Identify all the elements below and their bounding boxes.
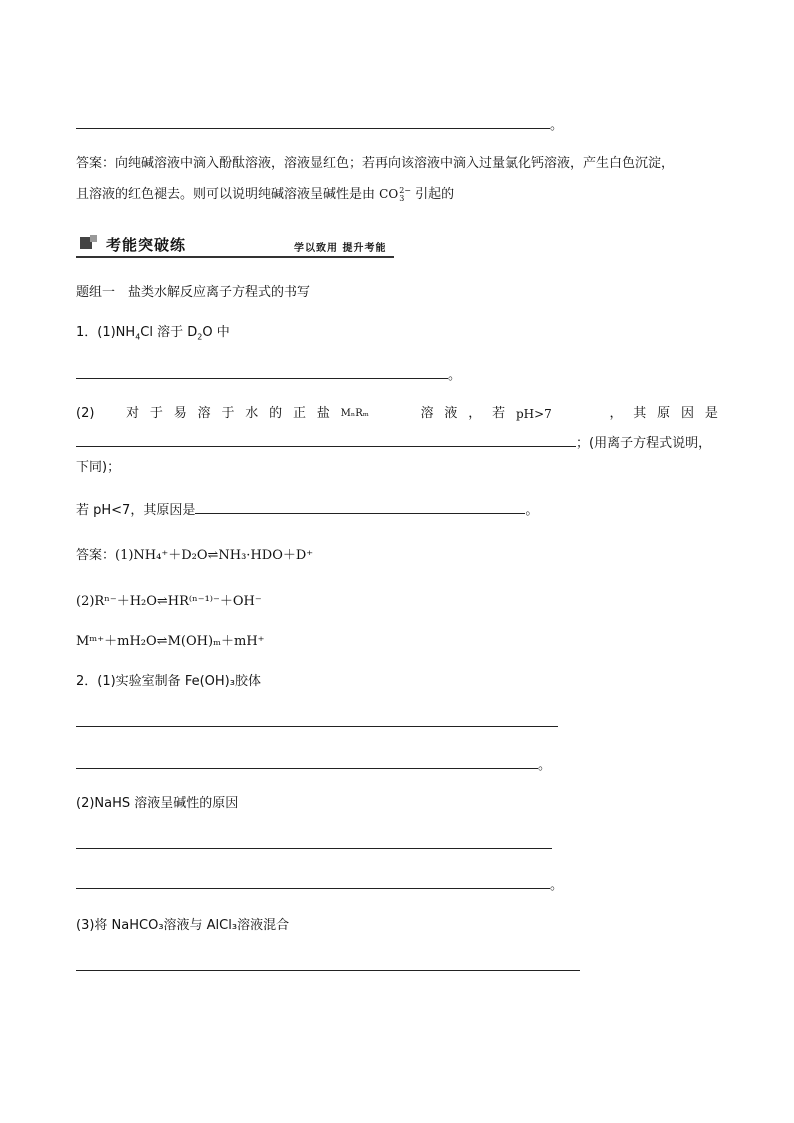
q1-part3-line[interactable]: [76, 499, 538, 521]
ion-charge: 2−: [399, 185, 411, 195]
question-2-part1: 2．(1)实验室制备 Fe(OH)₃胶体: [76, 674, 261, 689]
q1-part2-tail: ；(用离子方程式说明，: [576, 436, 712, 451]
blank-rule: [76, 874, 550, 889]
spacer: [105, 404, 115, 424]
q1-stem-c: O 中: [202, 325, 230, 340]
group-title: 题组一 盐类水解反应离子方程式的书写: [76, 285, 311, 300]
word: 于: [221, 406, 235, 421]
ion-subscript: 3: [399, 193, 405, 203]
section-header: [76, 234, 394, 258]
word: 液: [444, 406, 458, 421]
word: 盐: [316, 406, 330, 421]
q1-answer-blank[interactable]: [76, 364, 461, 386]
word: 因: [680, 406, 694, 421]
blank-rule: [76, 114, 550, 129]
word: 正: [292, 406, 306, 421]
section-title: 考能突破练: [106, 236, 187, 254]
answer1-line3: Mᵐ⁺＋mH₂O⇌M(OH)ₘ＋mH⁺: [76, 634, 265, 649]
word: 对: [126, 406, 140, 421]
period: 。: [525, 503, 539, 518]
period: 。: [538, 758, 552, 773]
word: 若: [492, 406, 506, 421]
question-2-part3: (3)将 NaHCO₃溶液与 AlCl₃溶液混合: [76, 918, 290, 933]
blank-rule: [76, 754, 538, 769]
answer1-line1: 答案：(1)NH₄⁺＋D₂O⇌NH₃·HDO＋D⁺: [76, 548, 314, 563]
question-1-stem: [76, 323, 230, 348]
carbonate-ion: [379, 187, 411, 201]
answer-top-line2: [76, 184, 454, 205]
spacer: [563, 404, 599, 424]
word: ，: [609, 406, 623, 421]
section-tagline: 学以致用 提升考能: [294, 243, 387, 254]
blank-rule: [76, 712, 558, 727]
blank-rule: [76, 364, 448, 379]
spacer: [380, 404, 410, 424]
q1-part3-text: 若 pH<7，其原因是: [76, 503, 196, 518]
q1-sub: 4: [135, 332, 141, 342]
q2-blank-4[interactable]: [76, 874, 563, 896]
q1-stem-b: Cl 溶于 D: [140, 325, 198, 340]
q2-blank-5[interactable]: [76, 956, 580, 978]
period: 。: [550, 118, 564, 133]
word: 水: [245, 406, 259, 421]
word: 原: [657, 406, 671, 421]
word: 易: [173, 406, 187, 421]
period: 。: [448, 368, 462, 383]
word: 的: [269, 406, 283, 421]
salt-formula: MₙRₘ: [340, 408, 369, 419]
answer-blank-line-top: [76, 114, 563, 136]
word: 溶: [420, 406, 434, 421]
blank-rule: [195, 499, 525, 514]
answer1-line2: (2)Rⁿ⁻＋H₂O⇌HR⁽ⁿ⁻¹⁾⁻＋OH⁻: [76, 594, 262, 609]
ph-condition: pH>7: [515, 407, 552, 421]
word: 于: [149, 406, 163, 421]
q1-sub2: 2: [197, 332, 203, 342]
answer-top-text-a: 且溶液的红色褪去。则可以说明纯碱溶液呈碱性是由: [76, 187, 376, 202]
blank-rule: [76, 956, 580, 971]
q1-part2-blank[interactable]: [76, 432, 711, 454]
q2-blank-2[interactable]: [76, 754, 551, 776]
ion-symbol: CO: [379, 187, 399, 201]
period: 。: [550, 878, 564, 893]
blank-rule: [76, 432, 576, 447]
word: ，: [468, 406, 482, 421]
q2-blank-1[interactable]: [76, 712, 558, 734]
word: 其: [633, 406, 647, 421]
part-label: (2): [76, 406, 95, 421]
q1-stem-a: 1．(1)NH: [76, 325, 136, 340]
q1-part2-line: [76, 404, 718, 424]
q2-blank-3[interactable]: [76, 834, 552, 856]
answer-top-text-b: 引起的: [415, 187, 455, 202]
question-2-part2: (2)NaHS 溶液呈碱性的原因: [76, 796, 239, 811]
section-square-small-icon: [90, 235, 97, 242]
word: 是: [704, 406, 718, 421]
q1-part2-tail2: 下同)；: [76, 460, 121, 475]
blank-rule: [76, 834, 552, 849]
answer-top-line1: 答案：向纯碱溶液中滴入酚酞溶液，溶液显红色；若再向该溶液中滴入过量氯化钙溶液，产生白色沉淀，: [76, 156, 675, 171]
word: 溶: [197, 406, 211, 421]
